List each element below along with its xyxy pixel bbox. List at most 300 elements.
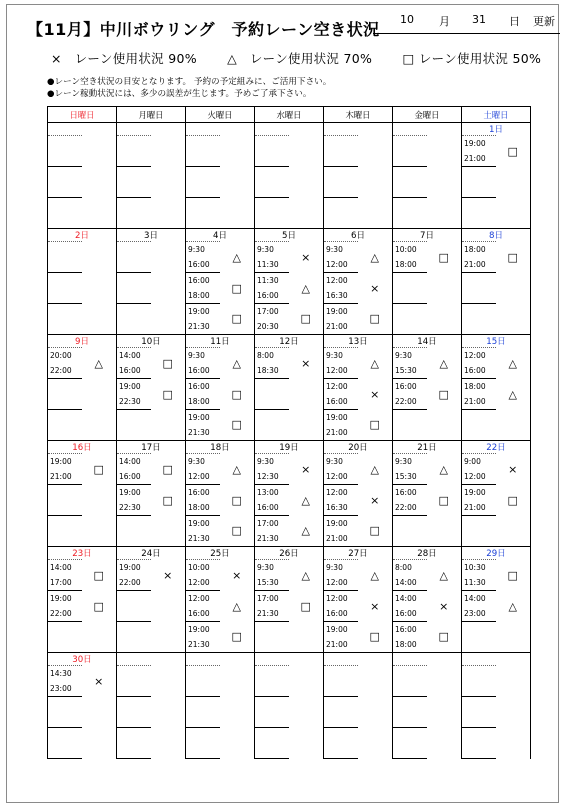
slot-status-mark: △ [358,348,393,379]
slot-status-mark [289,697,324,728]
slot-status-mark: △ [82,348,117,379]
slot-start-time [255,697,289,713]
day-number: 18日 [186,441,255,454]
day-number: 12日 [255,335,324,348]
slot-start-time [255,666,289,682]
slot-start-time [462,304,496,320]
slot-end-time: 21:30 [186,637,220,653]
slot-end-time: 21:00 [324,425,358,441]
slot-status-mark: × [358,485,393,516]
slot-status-mark: □ [82,454,117,485]
slot-start-time: 19:00 [324,304,358,320]
slot-start-time [48,136,82,152]
slot-start-time: 9:30 [324,242,358,258]
slot-start-time [462,273,496,289]
slot-end-time [117,712,151,728]
slot-start-time [48,485,82,501]
slot-end-time: 21:00 [462,500,496,516]
slot-status-mark: □ [220,516,255,547]
slot-end-time [117,637,151,653]
slot-status-mark [427,516,462,547]
slot-status-mark [151,410,186,441]
slot-start-time: 16:00 [186,485,220,501]
slot-status-mark [427,410,462,441]
slot-end-time: 22:00 [48,606,82,622]
slot-end-time [393,151,427,167]
slot-status-mark [82,485,117,516]
slot-start-time [324,167,358,183]
slot-start-time [117,273,151,289]
slot-start-time: 9:00 [462,454,496,470]
slot-start-time [462,666,496,682]
slot-start-time: 17:00 [255,516,289,532]
slot-end-time [117,531,151,547]
slot-status-mark [358,198,393,229]
slot-status-mark [220,198,255,229]
legend [51,49,541,67]
slot-end-time: 21:00 [48,469,82,485]
slot-status-mark [496,516,531,547]
slot-start-time: 14:00 [462,591,496,607]
day-number [393,653,462,666]
slot-start-time [48,410,82,426]
slot-end-time [48,182,82,198]
slot-end-time [393,319,427,335]
slot-start-time: 8:00 [255,348,289,364]
slot-start-time [117,198,151,214]
slot-status-mark: △ [220,454,255,485]
slot-status-mark: × [220,560,255,591]
slot-status-mark [427,304,462,335]
slot-status-mark: □ [427,622,462,653]
slot-end-time: 12:00 [324,469,358,485]
slot-status-mark: □ [151,454,186,485]
slot-end-time [393,681,427,697]
slot-status-mark [496,728,531,759]
slot-status-mark: × [358,379,393,410]
day-number: 13日 [324,335,393,348]
slot-end-time: 21:00 [324,637,358,653]
slot-end-time: 21:00 [324,319,358,335]
slot-start-time [393,167,427,183]
slot-start-time [462,167,496,183]
day-number: 2日 [48,229,117,242]
slot-end-time [255,213,289,229]
day-number-row [48,441,531,454]
slot-end-time: 18:00 [393,637,427,653]
day-number [324,653,393,666]
slot-start-time [186,198,220,214]
legend-square: □ レーン使用状況 50% [402,51,542,66]
slot-end-time [324,182,358,198]
day-number-row [48,123,531,136]
update-day-unit: 日 [509,15,520,28]
slot-end-time: 16:00 [324,394,358,410]
slot-end-time [255,151,289,167]
slot-status-mark: □ [427,485,462,516]
slot-row [48,348,531,364]
slot-start-time [117,410,151,426]
slot-status-mark: △ [427,560,462,591]
slot-status-mark: △ [220,348,255,379]
slot-status-mark [151,591,186,622]
slot-end-time: 22:00 [117,575,151,591]
slot-end-time [186,712,220,728]
slot-status-mark: △ [220,591,255,622]
slot-end-time: 15:30 [393,363,427,379]
slot-row [48,242,531,258]
day-number-row [48,547,531,560]
slot-row [48,273,531,289]
slot-start-time: 19:00 [324,410,358,426]
day-number: 30日 [48,653,117,666]
slot-start-time: 14:00 [117,348,151,364]
slot-status-mark [151,728,186,759]
slot-end-time [117,213,151,229]
day-number: 5日 [255,229,324,242]
slot-end-time: 18:00 [186,394,220,410]
slot-start-time [48,167,82,183]
slot-status-mark [496,697,531,728]
slot-row [48,167,531,183]
slot-end-time [117,743,151,759]
slot-row [48,136,531,152]
day-number: 23日 [48,547,117,560]
slot-status-mark: △ [289,516,324,547]
slot-end-time [393,531,427,547]
slot-status-mark [220,697,255,728]
slot-start-time: 19:00 [48,591,82,607]
slot-status-mark [496,622,531,653]
day-number: 28日 [393,547,462,560]
slot-status-mark: △ [496,591,531,622]
slot-start-time: 9:30 [186,454,220,470]
slot-status-mark: □ [496,560,531,591]
slot-start-time: 13:00 [255,485,289,501]
day-number: 27日 [324,547,393,560]
slot-end-time [324,681,358,697]
slot-end-time [48,257,82,273]
slot-start-time: 12:00 [186,591,220,607]
slot-start-time [255,410,289,426]
day-number [48,123,117,136]
slot-end-time [255,394,289,410]
slot-start-time: 19:00 [324,622,358,638]
slot-start-time [393,666,427,682]
slot-end-time [48,288,82,304]
slot-end-time [462,531,496,547]
slot-status-mark [289,622,324,653]
day-number [117,653,186,666]
slot-status-mark [427,198,462,229]
slot-row [48,304,531,320]
slot-end-time: 12:00 [324,575,358,591]
slot-start-time [117,666,151,682]
slot-start-time: 9:30 [255,242,289,258]
legend-triangle: △ レーン使用状況 70% [227,51,373,66]
weekday-header: 土曜日 [462,107,531,123]
slot-end-time: 12:00 [324,257,358,273]
day-number: 29日 [462,547,531,560]
slot-status-mark [220,167,255,198]
slot-status-mark [82,410,117,441]
slot-end-time [117,425,151,441]
slot-start-time [255,198,289,214]
slot-end-time [393,712,427,728]
slot-end-time [48,531,82,547]
availability-calendar [47,106,531,759]
slot-status-mark [220,666,255,697]
slot-start-time: 14:00 [117,454,151,470]
slot-status-mark [427,167,462,198]
slot-end-time: 14:00 [393,575,427,591]
slot-end-time [186,182,220,198]
slot-start-time [48,697,82,713]
slot-end-time: 12:30 [255,469,289,485]
slot-status-mark [151,167,186,198]
slot-end-time: 21:30 [186,425,220,441]
slot-status-mark [82,242,117,273]
slot-status-mark: △ [358,242,393,273]
day-number [462,653,531,666]
slot-end-time: 12:00 [186,575,220,591]
slot-start-time [117,697,151,713]
slot-status-mark: △ [496,379,531,410]
slot-end-time [255,182,289,198]
slot-status-mark: × [289,454,324,485]
slot-end-time: 22:00 [48,363,82,379]
slot-row [48,485,531,501]
slot-end-time [48,394,82,410]
slot-end-time [324,213,358,229]
slot-status-mark: □ [220,304,255,335]
day-number [255,123,324,136]
slot-status-mark [82,273,117,304]
slot-status-mark [496,666,531,697]
slot-start-time: 16:00 [186,379,220,395]
slot-status-mark [289,379,324,410]
slot-start-time [324,728,358,744]
slot-end-time [186,681,220,697]
update-day: 31 [472,13,486,26]
slot-status-mark: □ [358,304,393,335]
slot-end-time [324,743,358,759]
day-number [324,123,393,136]
slot-end-time [255,712,289,728]
slot-status-mark [496,167,531,198]
slot-status-mark [151,666,186,697]
slot-end-time: 16:00 [117,363,151,379]
slot-status-mark: × [427,591,462,622]
weekday-header: 金曜日 [393,107,462,123]
slot-start-time: 14:00 [393,591,427,607]
slot-end-time: 22:30 [117,394,151,410]
slot-start-time [324,136,358,152]
slot-start-time: 9:30 [324,560,358,576]
slot-row [48,666,531,682]
slot-start-time: 9:30 [255,454,289,470]
slot-start-time: 19:00 [117,379,151,395]
slot-start-time [117,591,151,607]
weekday-header: 日曜日 [48,107,117,123]
slot-status-mark [82,198,117,229]
slot-end-time: 15:30 [393,469,427,485]
slot-status-mark: △ [496,348,531,379]
slot-end-time: 18:30 [255,363,289,379]
slot-row [48,591,531,607]
slot-end-time [462,681,496,697]
slot-end-time: 23:00 [462,606,496,622]
slot-start-time: 19:00 [186,516,220,532]
slot-end-time: 18:00 [186,500,220,516]
legend-cross: × レーン使用状況 90% [51,51,197,66]
slot-status-mark: □ [220,410,255,441]
slot-status-mark: △ [289,485,324,516]
slot-start-time [393,304,427,320]
day-number: 24日 [117,547,186,560]
day-number [186,653,255,666]
slot-end-time: 21:00 [462,394,496,410]
slot-row [48,454,531,470]
slot-end-time [393,182,427,198]
slot-start-time [462,622,496,638]
slot-start-time [48,728,82,744]
slot-start-time: 12:00 [324,591,358,607]
slot-status-mark [496,410,531,441]
day-number: 17日 [117,441,186,454]
day-number: 15日 [462,335,531,348]
day-number: 6日 [324,229,393,242]
slot-status-mark [151,697,186,728]
slot-start-time [462,198,496,214]
slot-status-mark [151,198,186,229]
slot-start-time [393,198,427,214]
slot-end-time: 23:00 [48,681,82,697]
slot-start-time [117,622,151,638]
day-number: 7日 [393,229,462,242]
slot-status-mark [427,697,462,728]
slot-end-time [255,743,289,759]
slot-row [48,697,531,713]
slot-status-mark: □ [289,591,324,622]
day-number [255,653,324,666]
slot-start-time [117,728,151,744]
slot-start-time [255,622,289,638]
slot-start-time: 18:00 [462,242,496,258]
slot-end-time: 16:30 [324,288,358,304]
slot-start-time: 9:30 [255,560,289,576]
note-2: ●レーン稼動状況には、多少の誤差が生じます。予めご了承下さい。 [47,89,312,99]
slot-status-mark: × [289,242,324,273]
slot-start-time [48,304,82,320]
slot-status-mark: □ [289,304,324,335]
slot-status-mark: × [151,560,186,591]
slot-end-time [117,606,151,622]
slot-end-time [48,500,82,516]
slot-row [48,560,531,576]
slot-end-time: 21:30 [186,531,220,547]
slot-status-mark: × [496,454,531,485]
slot-end-time: 11:30 [255,257,289,273]
slot-end-time: 12:00 [186,469,220,485]
day-number: 19日 [255,441,324,454]
slot-status-mark: □ [151,379,186,410]
slot-start-time: 19:00 [186,410,220,426]
slot-start-time: 16:00 [186,273,220,289]
slot-end-time [255,681,289,697]
slot-row [48,410,531,426]
slot-end-time [48,425,82,441]
day-number: 21日 [393,441,462,454]
slot-end-time [117,182,151,198]
slot-status-mark [358,728,393,759]
slot-start-time [117,242,151,258]
slot-start-time: 19:00 [117,485,151,501]
slot-end-time [324,712,358,728]
slot-end-time: 17:00 [48,575,82,591]
slot-end-time: 22:00 [393,500,427,516]
slot-start-time: 14:00 [48,560,82,576]
day-number: 22日 [462,441,531,454]
slot-end-time [462,637,496,653]
slot-status-mark [82,167,117,198]
slot-start-time: 17:00 [255,591,289,607]
slot-status-mark [427,666,462,697]
slot-status-mark [82,728,117,759]
slot-status-mark: □ [496,136,531,167]
slot-start-time: 10:00 [393,242,427,258]
slot-status-mark [82,516,117,547]
slot-status-mark [427,136,462,167]
slot-end-time [324,151,358,167]
slot-start-time: 16:00 [393,379,427,395]
slot-start-time [186,697,220,713]
slot-end-time [117,151,151,167]
slot-status-mark: □ [220,485,255,516]
slot-start-time [324,666,358,682]
slot-status-mark [289,666,324,697]
slot-status-mark: □ [151,348,186,379]
slot-end-time [48,743,82,759]
slot-status-mark [82,136,117,167]
slot-end-time [48,213,82,229]
slot-end-time: 11:30 [462,575,496,591]
slot-start-time: 10:30 [462,560,496,576]
slot-end-time [255,637,289,653]
slot-end-time [255,425,289,441]
slot-status-mark [289,167,324,198]
slot-status-mark: □ [220,379,255,410]
day-number: 14日 [393,335,462,348]
slot-end-time [186,213,220,229]
slot-start-time [48,198,82,214]
slot-end-time [393,213,427,229]
slot-start-time: 9:30 [186,348,220,364]
slot-status-mark [289,136,324,167]
slot-start-time: 12:00 [324,485,358,501]
slot-start-time: 9:30 [186,242,220,258]
slot-status-mark [82,379,117,410]
slot-start-time [48,516,82,532]
day-number: 3日 [117,229,186,242]
slot-start-time: 19:00 [48,454,82,470]
slot-end-time [48,319,82,335]
slot-status-mark [289,410,324,441]
slot-start-time: 12:00 [324,273,358,289]
weekday-header: 木曜日 [324,107,393,123]
slot-end-time: 16:00 [186,363,220,379]
slot-status-mark: △ [220,242,255,273]
